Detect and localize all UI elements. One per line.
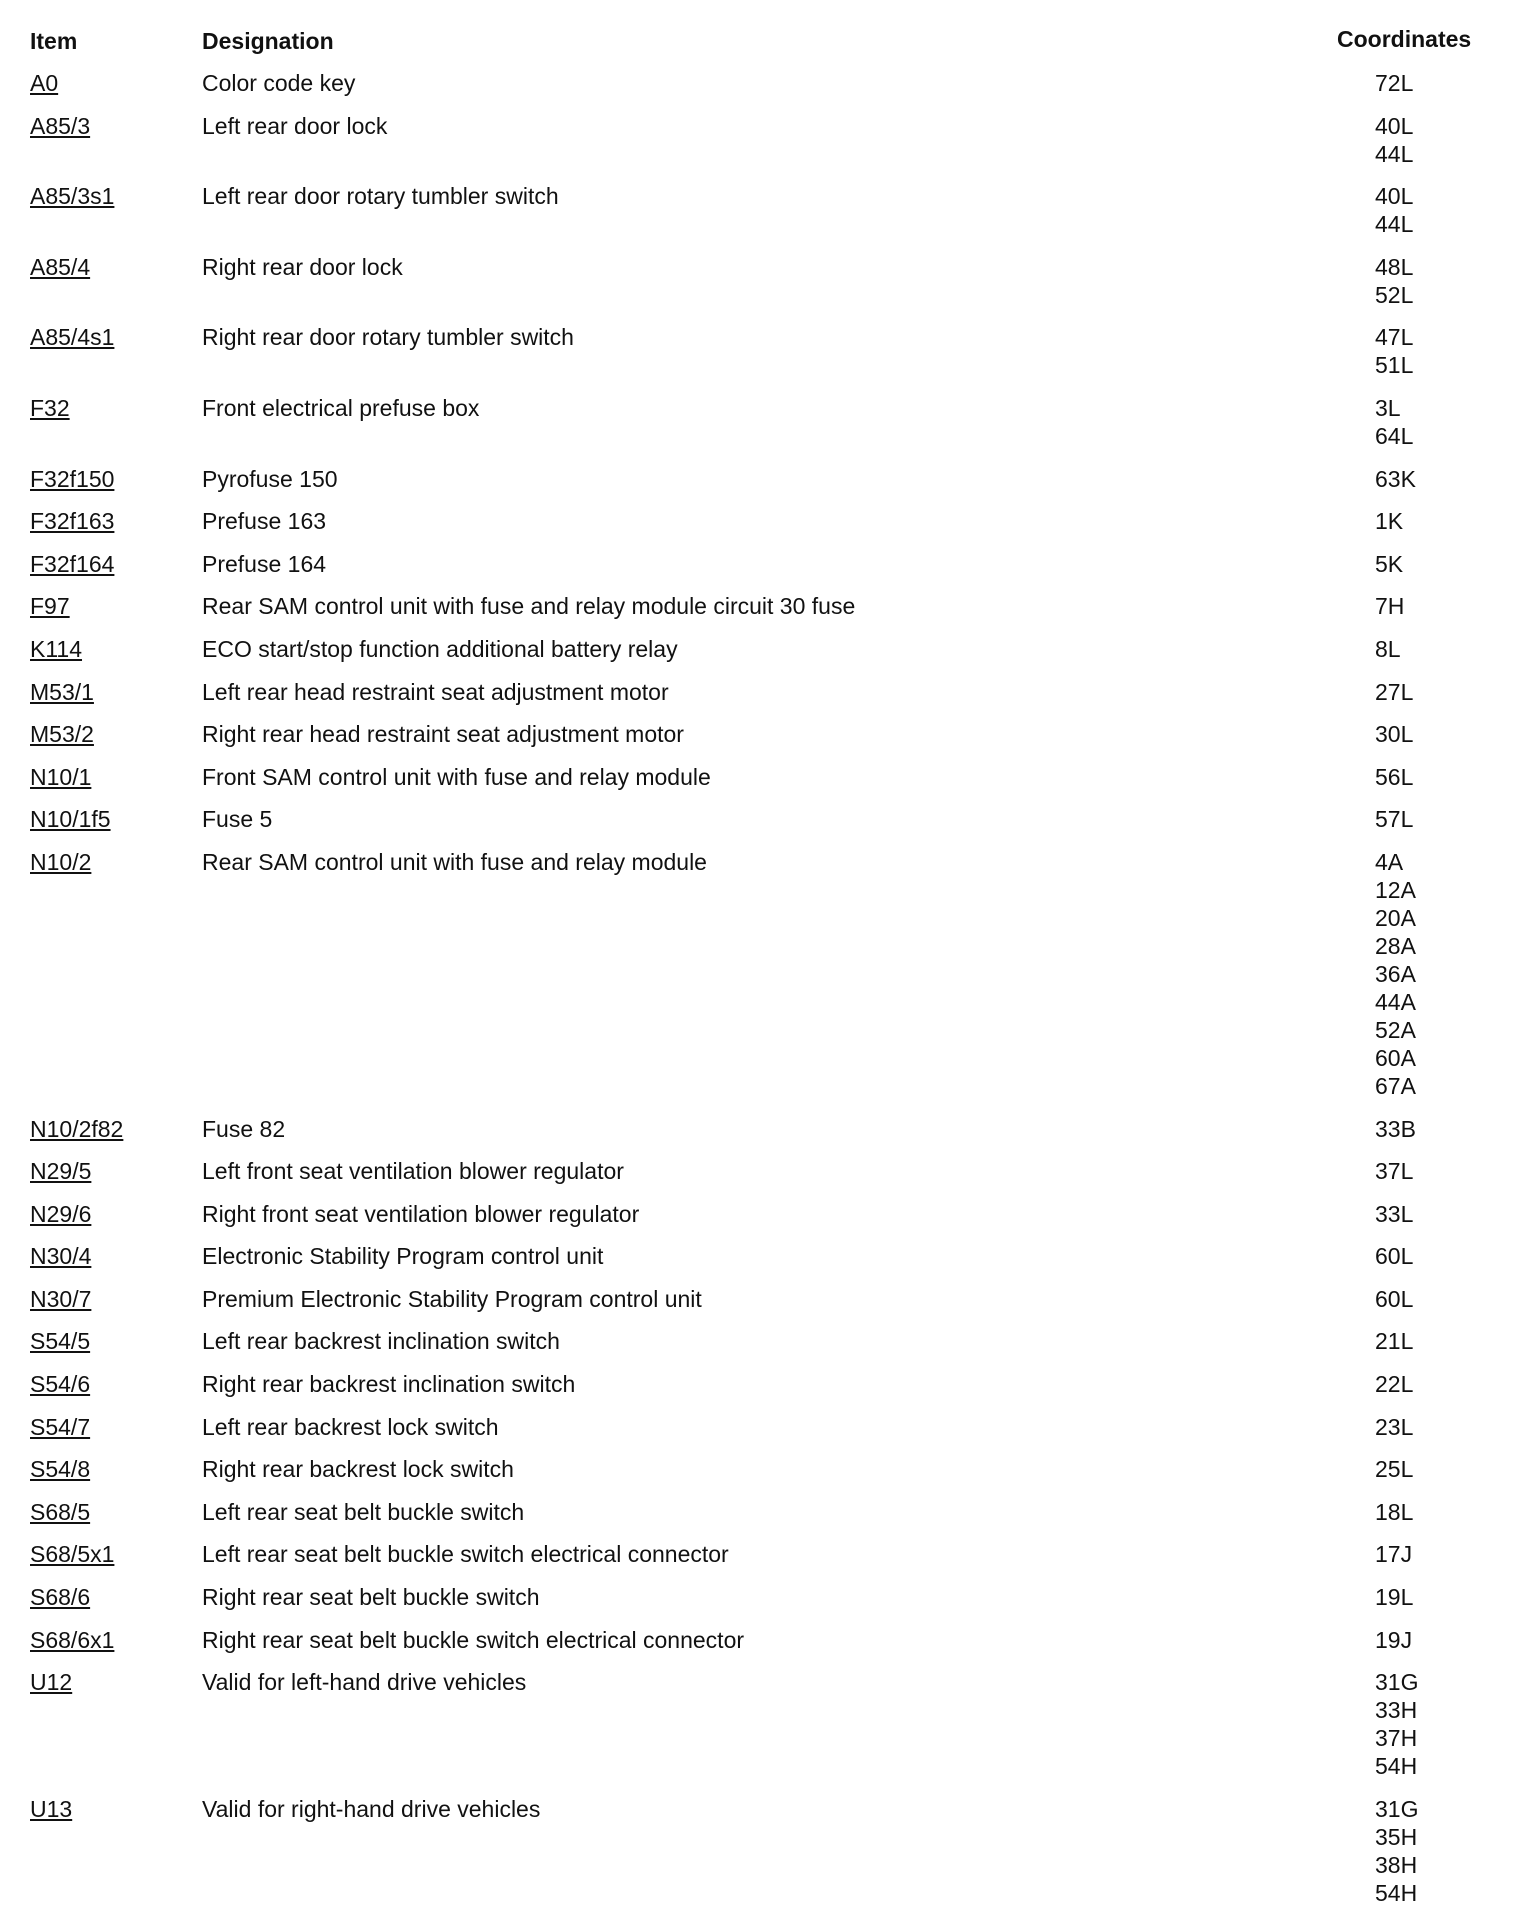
coordinate-value: 31G <box>1375 1795 1419 1822</box>
item-link[interactable]: S68/5x1 <box>30 1541 115 1568</box>
item-link[interactable]: S68/6x1 <box>30 1626 115 1653</box>
coordinate-value: 35H <box>1375 1823 1418 1850</box>
designation-text: Left front seat ventilation blower regulator <box>202 1158 624 1185</box>
coordinates-cell <box>1375 1157 1490 1185</box>
item-link[interactable]: N10/1 <box>30 763 92 790</box>
item-link[interactable]: S54/5 <box>30 1328 91 1355</box>
table-row <box>30 635 1490 678</box>
coordinate-value: 30L <box>1375 721 1414 748</box>
table-row <box>30 1157 1490 1200</box>
table-header <box>30 26 1490 58</box>
coordinate-value: 21L <box>1375 1328 1414 1355</box>
coordinates-cell <box>1375 763 1490 791</box>
designation-text: Rear SAM control unit with fuse and relay module circuit 30 fuse <box>202 593 856 620</box>
designation-text: Right rear door lock <box>202 253 403 280</box>
coordinate-value: 12A <box>1375 876 1416 903</box>
coordinate-value: 33B <box>1375 1115 1416 1142</box>
designation-text: Right rear seat belt buckle switch <box>202 1584 540 1611</box>
coordinate-value: 64L <box>1375 422 1414 449</box>
coordinate-value: 27L <box>1375 678 1414 705</box>
coordinates-cell <box>1375 112 1490 168</box>
coordinate-value: 3L <box>1375 394 1401 421</box>
coordinate-value: 54H <box>1375 1753 1418 1780</box>
table-row <box>30 1242 1490 1285</box>
item-link[interactable]: N10/2 <box>30 848 92 875</box>
item-link[interactable]: A85/3 <box>30 112 91 139</box>
coordinates-cell <box>1375 253 1490 309</box>
coordinate-value: 36A <box>1375 960 1416 987</box>
coordinates-cell <box>1375 1413 1490 1441</box>
coordinate-value: 22L <box>1375 1371 1414 1398</box>
coordinates-cell <box>1375 1795 1490 1907</box>
coordinate-value: 28A <box>1375 932 1416 959</box>
coordinate-value: 31G <box>1375 1669 1419 1696</box>
item-link[interactable]: U12 <box>30 1669 73 1696</box>
table-row <box>30 1327 1490 1370</box>
designation-text: Electronic Stability Program control unit <box>202 1243 604 1270</box>
coordinate-value: 44L <box>1375 140 1414 167</box>
table-row <box>30 763 1490 806</box>
coordinates-cell <box>1375 720 1490 748</box>
coordinates-cell <box>1375 1540 1490 1568</box>
item-link[interactable]: A0 <box>30 70 59 96</box>
coordinate-value: 47L <box>1375 324 1414 351</box>
designation-text: Valid for right-hand drive vehicles <box>202 1795 541 1822</box>
designation-text: Right rear seat belt buckle switch electrical connector <box>202 1626 745 1653</box>
coordinate-value: 33L <box>1375 1200 1414 1227</box>
coordinates-cell <box>1375 394 1490 450</box>
coordinate-value: 57L <box>1375 806 1414 833</box>
coordinate-value: 5K <box>1375 550 1404 577</box>
item-link[interactable]: N29/6 <box>30 1200 92 1227</box>
coordinates-cell <box>1375 1583 1490 1611</box>
coordinates-cell <box>1375 465 1490 493</box>
coordinates-cell <box>1375 1242 1490 1270</box>
coordinates-cell <box>1375 1626 1490 1654</box>
coordinate-value: 72L <box>1375 70 1414 96</box>
coordinates-cell <box>1375 69 1490 97</box>
coordinate-value: 52A <box>1375 1016 1416 1043</box>
item-link[interactable]: K114 <box>30 635 83 662</box>
designation-text: Right rear backrest lock switch <box>202 1456 514 1483</box>
coordinates-cell <box>1375 1115 1490 1143</box>
table-row <box>30 1498 1490 1541</box>
designation-text: Right rear backrest inclination switch <box>202 1371 576 1398</box>
coordinates-cell <box>1375 805 1490 833</box>
item-link[interactable]: S54/6 <box>30 1371 91 1398</box>
item-column-header: Item <box>30 28 78 54</box>
coordinate-value: 56L <box>1375 763 1414 790</box>
item-link[interactable]: N29/5 <box>30 1158 92 1185</box>
item-link[interactable]: F97 <box>30 593 70 620</box>
table-row <box>30 1668 1490 1795</box>
coordinates-cell <box>1375 1327 1490 1355</box>
item-link[interactable]: F32f150 <box>30 465 115 492</box>
item-link[interactable]: S68/5 <box>30 1498 91 1525</box>
coordinates-cell <box>1375 1285 1490 1313</box>
item-link[interactable]: F32 <box>30 394 70 421</box>
designation-text: Valid for left-hand drive vehicles <box>202 1669 527 1696</box>
table-row <box>30 1583 1490 1626</box>
coordinate-value: 52L <box>1375 281 1414 308</box>
table-row <box>30 1285 1490 1328</box>
coordinate-value: 60L <box>1375 1243 1414 1270</box>
table-row <box>30 848 1490 1115</box>
table-row <box>30 1540 1490 1583</box>
coordinate-value: 7H <box>1375 593 1405 620</box>
table-row <box>30 550 1490 593</box>
table-row <box>30 1413 1490 1456</box>
designation-text: Rear SAM control unit with fuse and relay module <box>202 848 707 875</box>
table-row <box>30 1626 1490 1669</box>
designation-column-header: Designation <box>202 28 334 54</box>
designation-text: Right rear door rotary tumbler switch <box>202 324 574 351</box>
coordinates-cell <box>1375 1498 1490 1526</box>
table-row <box>30 465 1490 508</box>
item-link[interactable]: N30/4 <box>30 1243 92 1270</box>
coordinates-cell <box>1375 550 1490 578</box>
designation-text: Prefuse 163 <box>202 508 327 535</box>
coordinate-value: 67A <box>1375 1072 1416 1099</box>
coordinates-cell <box>1375 323 1490 379</box>
coordinate-value: 48L <box>1375 253 1414 280</box>
designation-text: Left rear door rotary tumbler switch <box>202 183 559 210</box>
coordinate-value: 19L <box>1375 1584 1414 1611</box>
coordinate-value: 44L <box>1375 211 1414 238</box>
coordinates-cell <box>1375 507 1490 535</box>
item-link[interactable]: M53/1 <box>30 678 94 705</box>
coordinate-value: 33H <box>1375 1697 1418 1724</box>
coordinates-cell <box>1375 635 1490 663</box>
coordinates-cell <box>1375 1200 1490 1228</box>
item-link[interactable]: A85/4 <box>30 253 91 280</box>
coordinate-value: 1K <box>1375 508 1404 535</box>
coordinates-column-header: Coordinates <box>1337 26 1472 52</box>
item-link[interactable]: A85/3s1 <box>30 183 115 210</box>
coordinate-value: 37L <box>1375 1158 1414 1185</box>
coordinate-value: 38H <box>1375 1851 1418 1878</box>
coordinates-cell <box>1375 182 1490 238</box>
item-link[interactable]: F32f164 <box>30 550 115 577</box>
component-list <box>30 69 1490 1921</box>
item-link[interactable]: U13 <box>30 1795 73 1822</box>
designation-text: Left rear backrest lock switch <box>202 1413 499 1440</box>
table-row <box>30 394 1490 465</box>
item-link[interactable]: S68/6 <box>30 1584 91 1611</box>
coordinate-value: 54H <box>1375 1879 1418 1906</box>
designation-text: Pyrofuse 150 <box>202 465 338 492</box>
designation-text: Left rear backrest inclination switch <box>202 1328 560 1355</box>
coordinate-value: 37H <box>1375 1725 1418 1752</box>
coordinate-value: 40L <box>1375 112 1414 139</box>
designation-text: Left rear door lock <box>202 112 388 139</box>
coordinate-value: 63K <box>1375 465 1416 492</box>
table-row <box>30 1115 1490 1158</box>
table-row <box>30 323 1490 394</box>
coordinate-value: 8L <box>1375 635 1401 662</box>
coordinate-value: 20A <box>1375 904 1416 931</box>
designation-text: ECO start/stop function additional battery relay <box>202 635 678 662</box>
table-row <box>30 1200 1490 1243</box>
designation-text: Left rear seat belt buckle switch <box>202 1498 525 1525</box>
coordinates-cell <box>1375 678 1490 706</box>
designation-text: Right rear head restraint seat adjustment motor <box>202 721 684 748</box>
coordinate-value: 17J <box>1375 1541 1413 1568</box>
coordinate-value: 18L <box>1375 1498 1414 1525</box>
table-row <box>30 1795 1490 1922</box>
coordinate-value: 25L <box>1375 1456 1414 1483</box>
designation-text: Premium Electronic Stability Program control unit <box>202 1285 702 1312</box>
table-row <box>30 69 1490 112</box>
item-link[interactable]: S54/8 <box>30 1456 91 1483</box>
table-row <box>30 678 1490 721</box>
designation-text: Front electrical prefuse box <box>202 394 480 421</box>
table-row <box>30 182 1490 253</box>
table-row <box>30 805 1490 848</box>
coordinate-value: 60L <box>1375 1285 1414 1312</box>
coordinates-cell <box>1375 848 1490 1100</box>
coordinates-cell <box>1375 1455 1490 1483</box>
designation-text: Color code key <box>202 70 356 96</box>
table-row <box>30 1455 1490 1498</box>
coordinates-cell <box>1375 592 1490 620</box>
item-link[interactable]: N10/1f5 <box>30 806 111 833</box>
coordinate-value: 40L <box>1375 183 1414 210</box>
designation-text: Right front seat ventilation blower regulator <box>202 1200 640 1227</box>
designation-text: Fuse 82 <box>202 1115 286 1142</box>
designation-text: Front SAM control unit with fuse and relay module <box>202 763 711 790</box>
item-link[interactable]: M53/2 <box>30 721 94 748</box>
table-row <box>30 720 1490 763</box>
table-row <box>30 592 1490 635</box>
item-link[interactable]: S54/7 <box>30 1413 91 1440</box>
table-row <box>30 1370 1490 1413</box>
designation-text: Left rear seat belt buckle switch electrical connector <box>202 1541 729 1568</box>
coordinates-cell <box>1375 1668 1490 1780</box>
item-link[interactable]: N30/7 <box>30 1285 92 1312</box>
coordinate-value: 4A <box>1375 848 1404 875</box>
coordinate-value: 60A <box>1375 1044 1416 1071</box>
item-link[interactable]: F32f163 <box>30 508 115 535</box>
designation-text: Prefuse 164 <box>202 550 327 577</box>
table-row <box>30 507 1490 550</box>
coordinate-value: 51L <box>1375 352 1414 379</box>
item-link[interactable]: A85/4s1 <box>30 324 115 351</box>
table-row <box>30 253 1490 324</box>
coordinates-cell <box>1375 1370 1490 1398</box>
item-link[interactable]: N10/2f82 <box>30 1115 124 1142</box>
coordinate-value: 44A <box>1375 988 1416 1015</box>
coordinate-value: 23L <box>1375 1413 1414 1440</box>
designation-text: Left rear head restraint seat adjustment motor <box>202 678 669 705</box>
designation-text: Fuse 5 <box>202 806 273 833</box>
table-row <box>30 112 1490 183</box>
coordinate-value: 19J <box>1375 1626 1413 1653</box>
